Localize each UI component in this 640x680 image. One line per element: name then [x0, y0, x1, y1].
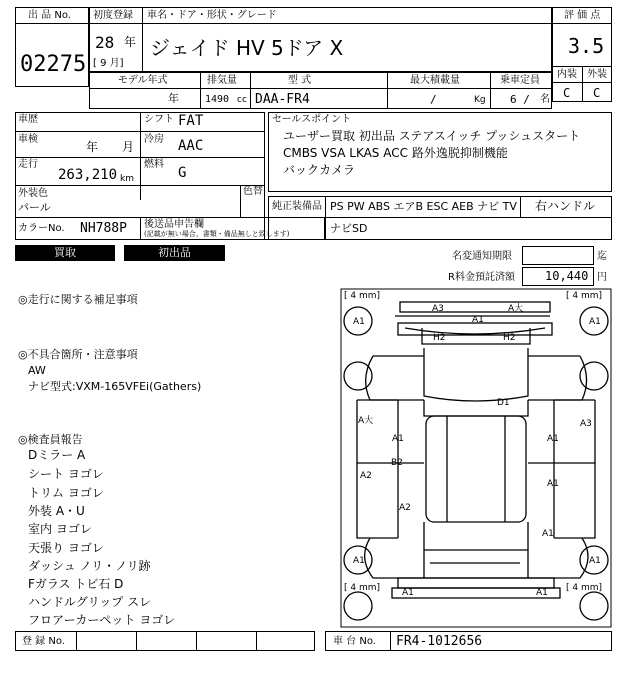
mileage-label: 走行	[18, 159, 38, 170]
purchase-flag: 買取	[15, 245, 115, 261]
inspector-report-line: 室内 ヨゴレ	[28, 522, 92, 536]
exterior-grade: C	[593, 86, 601, 100]
lot-number: 02275	[20, 52, 87, 77]
capacity-unit: 名	[540, 94, 550, 105]
sales-point-line-2: CMBS VSA LKAS ACC 路外逸脱抑制機能	[283, 146, 508, 160]
recycle-fee-unit: 円	[597, 272, 607, 283]
ac-label: 冷房	[144, 134, 164, 145]
exterior-color-label: 外装色	[18, 188, 48, 199]
damage-mark: A3	[580, 419, 592, 429]
inspector-report-line: ダッシュ ノリ・ノリ跡	[28, 559, 151, 573]
damage-mark: A1	[589, 556, 601, 566]
damage-mark: A1	[472, 315, 484, 325]
history-label: 車歴	[18, 114, 38, 125]
shift-label: シフト	[144, 114, 174, 125]
interior-grade: C	[563, 86, 571, 100]
model-year-label: モデル年式	[118, 75, 168, 86]
name-change-deadline-unit: 迄	[597, 251, 607, 262]
model-code: DAA-FR4	[255, 92, 310, 107]
color-change-label: 色替	[243, 186, 263, 197]
chassis-number-label: 車 台 No.	[333, 636, 376, 647]
inspector-report-line: 天張り ヨゴレ	[28, 541, 104, 555]
damage-mark: A1	[353, 556, 365, 566]
score-label: 評 価 点	[564, 10, 601, 21]
driving-notes-title: ◎走行に関する補足事項	[18, 293, 138, 306]
capacity-value: 6 /	[510, 93, 530, 106]
car-name-label: 車名・ドア・形状・グレード	[147, 10, 277, 21]
damage-mark: A1	[542, 529, 554, 539]
damage-mark: A大	[508, 304, 524, 314]
damage-mark: A2	[360, 471, 372, 481]
first-registration-label: 初度登録	[93, 10, 133, 21]
sales-points-label: セールスポイント	[272, 114, 352, 125]
damage-mark: A1	[353, 317, 365, 327]
damage-diagram	[340, 288, 612, 628]
model-code-label: 型 式	[288, 75, 312, 86]
defect-notes-title: ◎不具合箇所・注意事項	[18, 348, 138, 361]
inspector-report-line: フロアーカーペット ヨゴレ	[28, 613, 176, 627]
chassis-number: FR4-1012656	[396, 634, 483, 649]
inspector-report-line: 外装 A・U	[28, 504, 85, 518]
displacement-value: 1490	[205, 94, 230, 105]
tire-depth-rear-right: [ 4 mm]	[566, 583, 603, 593]
year-unit: 年	[124, 35, 137, 49]
navi-info: ナビSD	[330, 222, 368, 235]
equipment-label: 純正装備品	[272, 201, 322, 212]
tire-depth-rear-left: [ 4 mm]	[344, 583, 381, 593]
shift-value: FAT	[178, 113, 204, 129]
model-year-unit: 年	[168, 92, 179, 105]
first-listing-flag: 初出品	[124, 245, 225, 261]
damage-mark: A大	[358, 416, 374, 426]
damage-mark: A1	[547, 479, 559, 489]
car-name: ジェイド HV 5ドア X	[150, 36, 344, 60]
tire-depth-front-right: [ 4 mm]	[566, 291, 603, 301]
capacity-label: 乗車定員	[500, 75, 540, 86]
registration-month: [ 9 月]	[93, 58, 124, 69]
equipment-list: PS PW ABS エアB ESC AEB ナビ TV	[330, 200, 517, 213]
exterior-label: 外装	[587, 69, 607, 80]
defect-note-1: AW	[28, 364, 46, 377]
inspector-report-line: Fガラス トビ石 D	[28, 577, 124, 591]
damage-mark: A1	[402, 588, 414, 598]
defect-note-2: ナビ型式:VXM-165VFEi(Gathers)	[28, 380, 202, 393]
damage-mark: A3	[432, 304, 444, 314]
fuel-value: G	[178, 165, 187, 181]
max-load-unit: Kg	[474, 95, 486, 105]
interior-label: 内装	[557, 69, 577, 80]
damage-mark: A1	[536, 588, 548, 598]
damage-mark: A1	[392, 434, 404, 444]
inspector-report-line: Dミラー A	[28, 448, 86, 462]
color-number-label: カラーNo.	[18, 223, 65, 234]
damage-mark: A2	[399, 503, 411, 513]
inspection-year: 年	[86, 140, 99, 154]
name-change-deadline-label: 名変通知期限	[452, 251, 512, 262]
damage-mark: H2	[433, 333, 446, 343]
mileage-unit: km	[120, 174, 134, 184]
registration-number-label: 登 録 No.	[22, 636, 65, 647]
sales-point-line-3: バックカメラ	[283, 163, 356, 177]
displacement-label: 排気量	[207, 75, 237, 86]
color-number: NH788P	[80, 221, 127, 236]
inspector-report-line: ハンドルグリップ スレ	[28, 595, 152, 609]
tire-depth-front-left: [ 4 mm]	[344, 291, 381, 301]
name-change-deadline-box	[522, 246, 594, 265]
steering-position: 右ハンドル	[535, 199, 596, 213]
aftermarket-note: (記載が無い場合、書類・備品無しと致します)	[144, 230, 290, 238]
registration-year: 28	[95, 33, 115, 52]
inspection-label: 車検	[18, 134, 38, 145]
ac-value: AAC	[178, 138, 204, 154]
inspector-report-title: ◎検査員報告	[18, 433, 83, 446]
sales-point-line-1: ユーザー買取 初出品 ステアスイッチ プッシュスタート	[283, 129, 581, 143]
damage-mark: A1	[589, 317, 601, 327]
max-load-value: /	[430, 93, 437, 106]
score-value: 3.5	[568, 34, 605, 58]
inspector-report-line: トリム ヨゴレ	[28, 486, 104, 500]
lot-number-label: 出 品 No.	[28, 10, 71, 21]
damage-mark: D1	[497, 398, 510, 408]
aftermarket-label: 後送品申告欄	[144, 219, 204, 230]
recycle-fee-label: R料金預託済額	[448, 272, 515, 283]
mileage-value: 263,210	[58, 167, 118, 183]
max-load-label: 最大積載量	[410, 75, 460, 86]
damage-mark: B2	[391, 458, 403, 468]
inspection-month: 月	[122, 140, 135, 154]
exterior-color-value: パール	[18, 201, 51, 214]
inspector-report-line: シート ヨゴレ	[28, 467, 104, 481]
damage-mark: H2	[503, 333, 516, 343]
damage-mark: A1	[547, 434, 559, 444]
displacement-unit: cc	[237, 95, 247, 105]
recycle-fee-value: 10,440	[545, 269, 589, 283]
fuel-label: 燃料	[144, 159, 164, 170]
